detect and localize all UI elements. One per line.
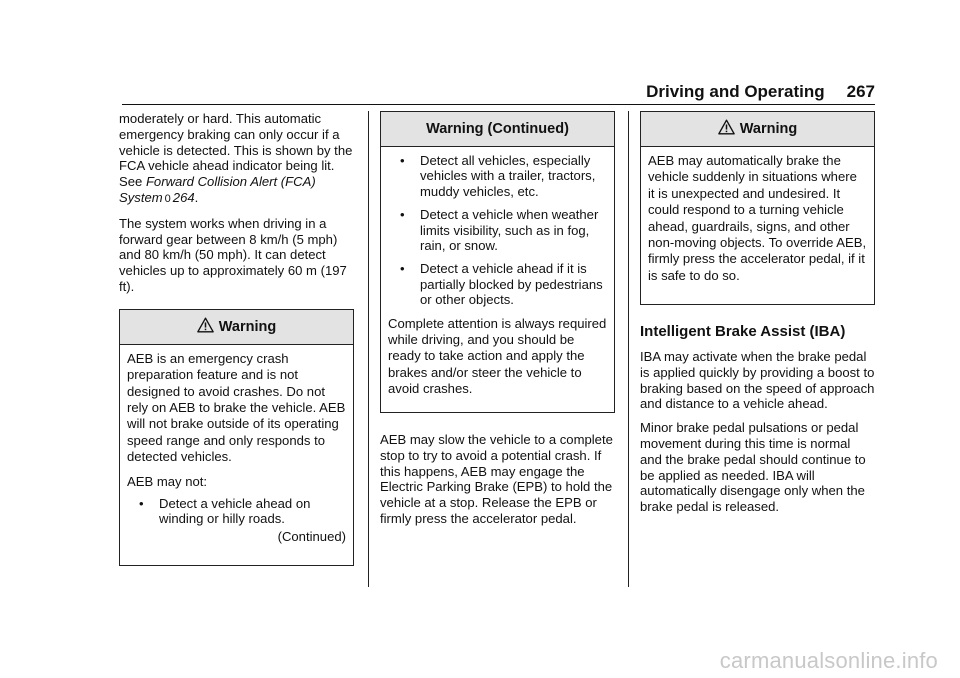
- warning-box: [380, 111, 615, 413]
- warning-box: [640, 111, 875, 305]
- column-divider: [368, 111, 369, 587]
- warning-text: Complete attention is always required while driving, and you should be ready to take action and apply the brakes and/or steer the vehicle to avoid crashes.: [388, 315, 607, 397]
- paragraph: Minor brake pedal pulsations or pedal movement during this time is normal and the brake pedal should continue to be applied as needed. IBA will automatically disengage only when the brake pedal is released.: [640, 420, 866, 515]
- paragraph: The system works when driving in a forward gear between 8 km/h (5 mph) and 80 km/h (50 mph). It can detect vehicles up to approximately 60 m (197 ft).: [119, 215, 347, 294]
- column-divider: [628, 111, 629, 587]
- warning-triangle-icon: [197, 317, 214, 333]
- header-rule: [122, 104, 875, 105]
- column-1: [119, 111, 354, 566]
- warning-title: Warning: [218, 318, 277, 335]
- warning-title: Warning (Continued): [426, 121, 569, 137]
- page-number: 267: [846, 82, 875, 101]
- warning-box: [119, 309, 354, 566]
- paragraph: moderately or hard. This automatic emergency braking can only occur if a vehicle is detected. This is shown by the FCA vehicle ahead indicator being lit. See Forward Collision Alert (FCA) System 0 264.: [119, 111, 354, 208]
- list-item: • Detect a vehicle ahead on winding or hilly roads.: [139, 496, 311, 527]
- list-item: • Detect a vehicle when weather limits visibility, such as in fog, rain, or snow.: [400, 207, 599, 254]
- warning-text: AEB is an emergency crash preparation feature and is not designed to avoid crashes. Do not rely on AEB to brake the vehicle. AEB will not brake outside of its operating speed range and only responds to detected vehicles.: [127, 350, 346, 465]
- section-title: Driving and Operating: [646, 82, 825, 101]
- cross-reference-page[interactable]: 264: [172, 189, 195, 205]
- section-heading: Intelligent Brake Assist (IBA): [640, 323, 846, 340]
- warning-body: [381, 147, 614, 411]
- warning-bullet-list: [388, 153, 607, 308]
- column-3: [640, 111, 875, 523]
- warning-header: [381, 112, 614, 147]
- warning-bullet-list: [127, 496, 346, 527]
- site-watermark: carmanualsonline.info: [719, 648, 938, 673]
- cross-reference-link[interactable]: Forward Collision Alert (FCA) System: [119, 174, 316, 205]
- list-item: • Detect all vehicles, especially vehicles with a trailer, tractors, muddy vehicles, etc.: [400, 153, 596, 199]
- continued-label: (Continued): [277, 528, 346, 544]
- column-2: [380, 111, 615, 535]
- warning-text: AEB may not:: [127, 473, 208, 489]
- warning-body: [641, 147, 874, 297]
- list-item: • Detect a vehicle ahead if it is partially blocked by pedestrians or other objects.: [400, 261, 603, 308]
- paragraph: IBA may activate when the brake pedal is applied quickly by providing a boost to braking based on the speed of approach and distance to a vehicle ahead.: [640, 349, 875, 412]
- warning-triangle-icon: [718, 119, 735, 135]
- warning-header: [120, 310, 353, 345]
- paragraph: AEB may slow the vehicle to a complete stop to try to avoid a potential crash. If this happens, AEB may engage the Electric Parking Brake (EPB) to hold the vehicle at a stop. Release the EPB or firmly press the accelerator pedal.: [380, 432, 613, 526]
- running-header: [122, 82, 875, 102]
- warning-header: [641, 112, 874, 147]
- warning-body: [120, 345, 353, 558]
- page-ref-arrow-icon: 0: [164, 192, 171, 205]
- warning-title: Warning: [739, 121, 798, 137]
- warning-text: AEB may automatically brake the vehicle suddenly in situations where it is unexpected and undesired. It could respond to a turning vehicle ahead, guardrails, signs, and other non-moving objects. To override AEB, firmly press the accelerator pedal, if it is safe to do so.: [648, 153, 867, 283]
